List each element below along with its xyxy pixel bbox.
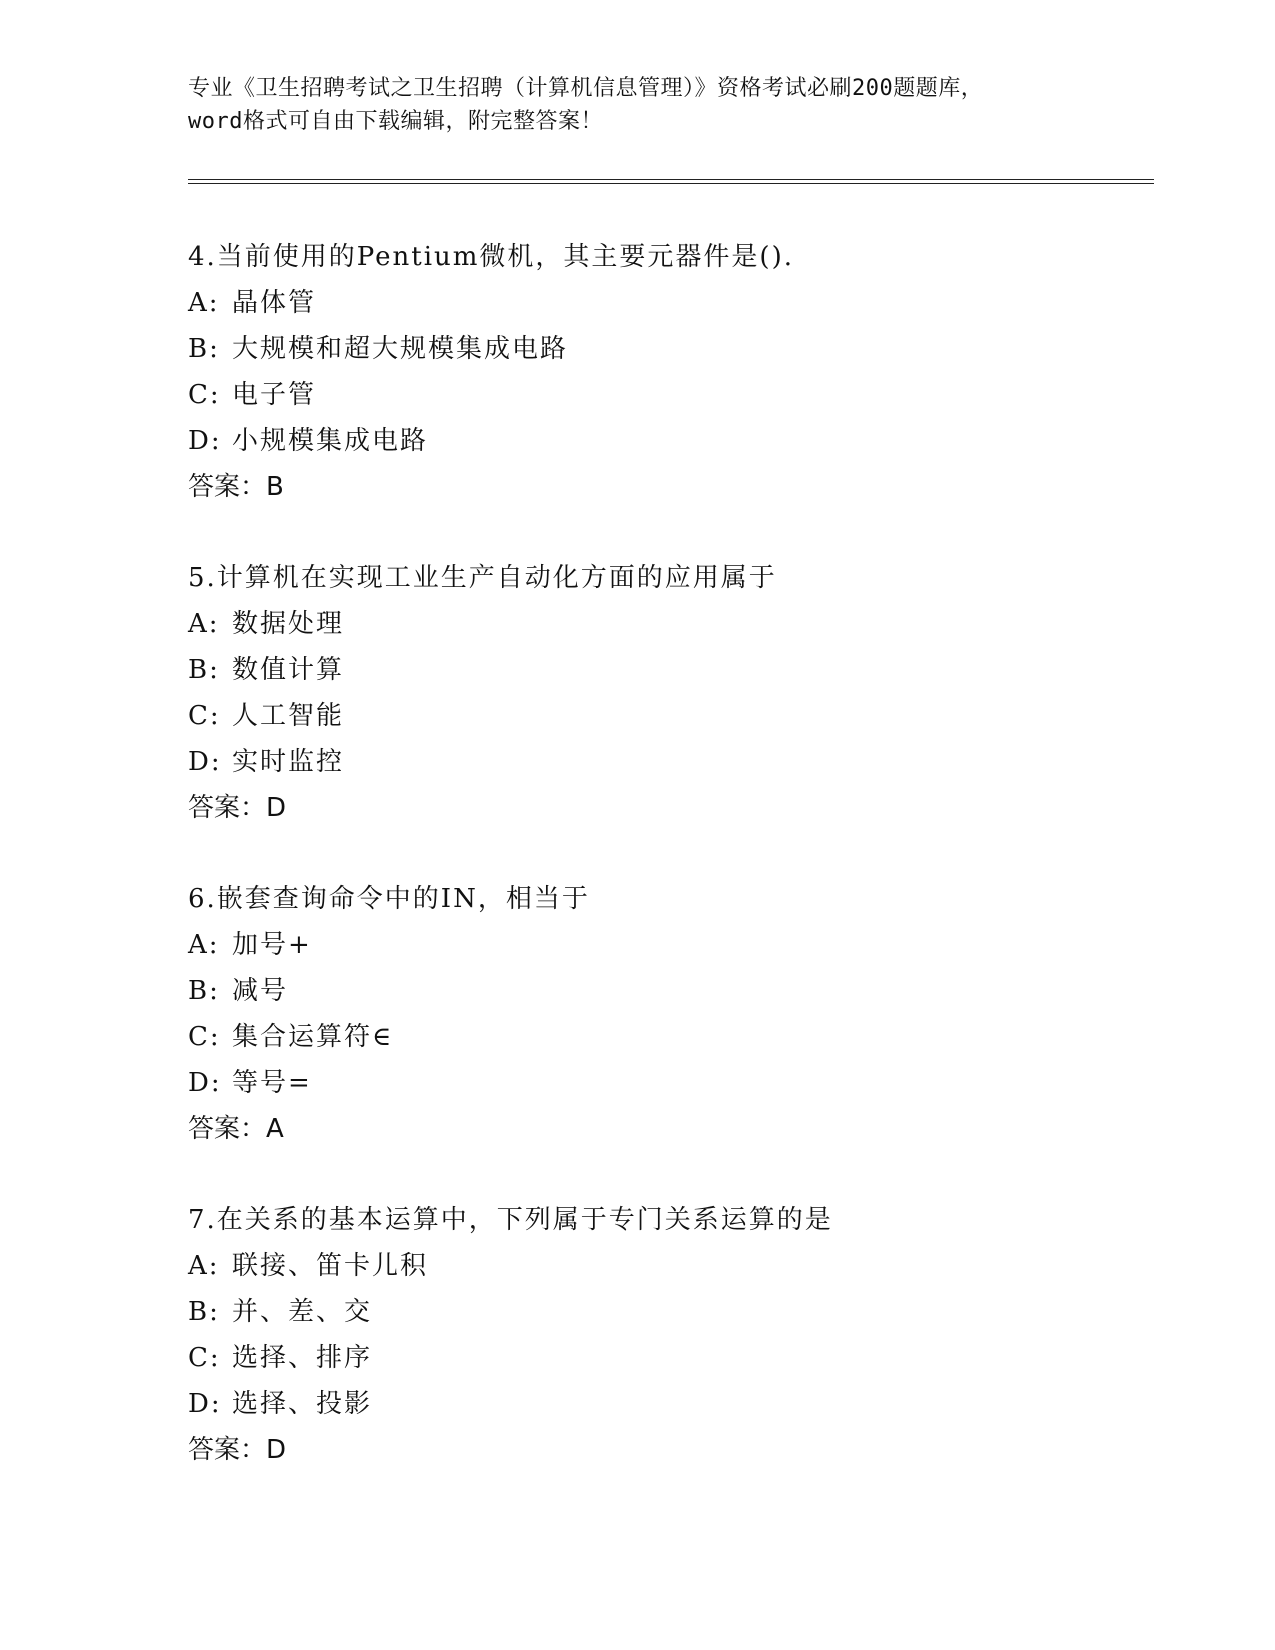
question-stem: 7.在关系的基本运算中，下列属于专门关系运算的是 bbox=[188, 1205, 833, 1235]
option-c bbox=[188, 372, 1188, 418]
option-b bbox=[188, 647, 1188, 693]
option-text: 大规模和超大规模集成电路 bbox=[232, 334, 569, 364]
option-c bbox=[188, 693, 1188, 739]
question-7 bbox=[188, 1197, 1188, 1473]
header-divider-bottom bbox=[188, 183, 1154, 184]
option-text: 等号= bbox=[232, 1068, 312, 1098]
answer-line: 答案：A bbox=[188, 1114, 284, 1144]
option-text: 集合运算符∈ bbox=[232, 1022, 394, 1052]
option-text: 数据处理 bbox=[232, 609, 345, 639]
question-5 bbox=[188, 555, 1188, 831]
option-text: 数值计算 bbox=[232, 655, 345, 685]
option-text: 减号 bbox=[232, 976, 289, 1006]
option-a bbox=[188, 280, 1188, 326]
question-stem: 6.嵌套查询命令中的IN，相当于 bbox=[188, 884, 590, 914]
option-letter: A: bbox=[188, 609, 220, 639]
header-line-2: word格式可自由下载编辑，附完整答案！ bbox=[188, 109, 603, 134]
option-text: 联接、笛卡儿积 bbox=[232, 1251, 429, 1281]
option-a bbox=[188, 1243, 1188, 1289]
option-text: 选择、投影 bbox=[232, 1389, 373, 1419]
option-c bbox=[188, 1014, 1188, 1060]
option-letter: D: bbox=[188, 747, 222, 777]
option-text: 小规模集成电路 bbox=[232, 426, 429, 456]
option-letter: A: bbox=[188, 930, 220, 960]
option-letter: A: bbox=[188, 1251, 220, 1281]
option-letter: D: bbox=[188, 426, 222, 456]
option-text: 并、差、交 bbox=[232, 1297, 373, 1327]
answer-line: 答案：D bbox=[188, 1435, 287, 1465]
question-6 bbox=[188, 876, 1188, 1152]
option-a bbox=[188, 601, 1188, 647]
option-letter: C: bbox=[188, 1022, 221, 1052]
option-c bbox=[188, 1335, 1188, 1381]
option-b bbox=[188, 1289, 1188, 1335]
option-text: 选择、排序 bbox=[232, 1343, 373, 1373]
option-letter: B: bbox=[188, 655, 220, 685]
question-4 bbox=[188, 234, 1188, 510]
document-header bbox=[188, 72, 1088, 138]
option-text: 加号+ bbox=[232, 930, 312, 960]
answer-line: 答案：D bbox=[188, 793, 287, 823]
option-b bbox=[188, 968, 1188, 1014]
option-letter: D: bbox=[188, 1068, 222, 1098]
option-letter: B: bbox=[188, 334, 220, 364]
option-a bbox=[188, 922, 1188, 968]
option-d bbox=[188, 1381, 1188, 1427]
option-d bbox=[188, 739, 1188, 785]
header-line-1: 专业《卫生招聘考试之卫生招聘（计算机信息管理）》资格考试必刷200题题库， bbox=[188, 76, 984, 101]
option-text: 实时监控 bbox=[232, 747, 345, 777]
header-divider-top bbox=[188, 179, 1154, 180]
question-stem: 5.计算机在实现工业生产自动化方面的应用属于 bbox=[188, 563, 777, 593]
option-letter: C: bbox=[188, 380, 221, 410]
option-text: 电子管 bbox=[232, 380, 317, 410]
option-d bbox=[188, 418, 1188, 464]
question-stem: 4.当前使用的Pentium微机，其主要元器件是(). bbox=[188, 242, 794, 272]
option-letter: B: bbox=[188, 976, 220, 1006]
option-text: 晶体管 bbox=[232, 288, 317, 318]
option-letter: A: bbox=[188, 288, 220, 318]
question-list bbox=[188, 234, 1188, 1518]
option-text: 人工智能 bbox=[232, 701, 345, 731]
option-letter: C: bbox=[188, 1343, 221, 1373]
option-letter: B: bbox=[188, 1297, 220, 1327]
option-letter: C: bbox=[188, 701, 221, 731]
option-letter: D: bbox=[188, 1389, 222, 1419]
answer-line: 答案：B bbox=[188, 472, 284, 502]
option-d bbox=[188, 1060, 1188, 1106]
option-b bbox=[188, 326, 1188, 372]
